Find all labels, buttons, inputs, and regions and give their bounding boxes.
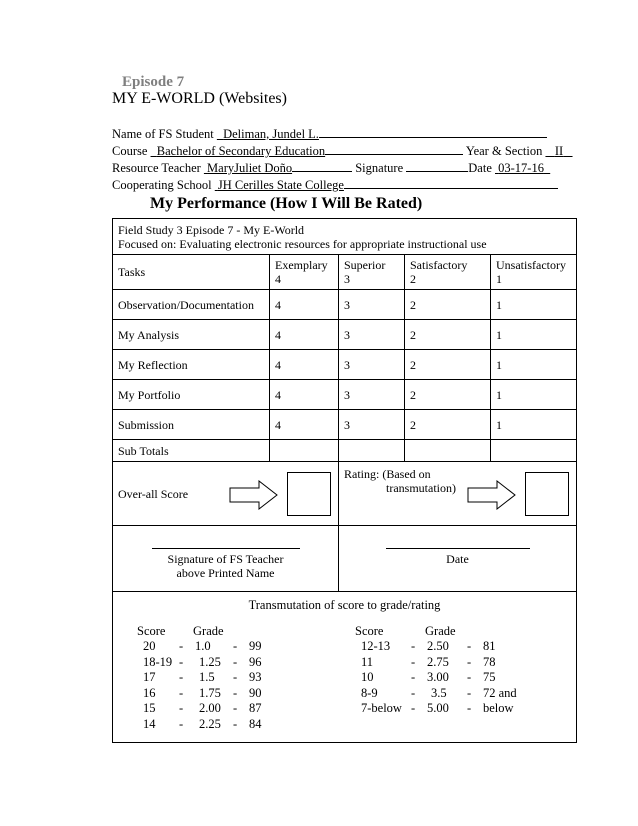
grade-header: Grade [193,624,224,638]
table-row [113,290,577,320]
score-cell: 2 [405,380,491,410]
teacher-signature-line [152,548,300,549]
score-cell: 1 [491,350,577,380]
overall-label: Over-all Score [118,486,189,501]
dash: - [467,685,472,700]
teacher-label: Resource Teacher [112,161,201,175]
score-cell: 3 [339,350,405,380]
rating-box [525,472,569,516]
dash: - [411,701,416,715]
trans-grade: 2.50 [427,639,449,653]
trans-score: 15 [143,701,156,715]
signature-label: Signature [355,161,404,175]
score-header: Score [137,624,166,638]
dash: - [233,716,238,731]
score-header: Score [355,624,384,638]
trans-score: 8-9 [361,685,378,700]
score-cell: 4 [270,350,339,380]
teacher-signature-label1: Signature of FS Teacher [167,551,284,566]
score-cell: 3 [339,380,405,410]
score-cell: 2 [405,320,491,350]
course-row [112,142,573,159]
score-cell: 3 [339,410,405,440]
level-points: 2 [410,272,416,286]
table-row [113,320,577,350]
score-cell: 2 [405,350,491,380]
date-value: 03-17-16 [498,161,544,175]
dash: - [467,701,472,715]
table-row [113,380,577,410]
student-value: Deliman, Jundel L. [223,127,319,141]
task-name: My Analysis [113,320,270,350]
arrow-right-icon [229,480,279,510]
overall-score-box [287,472,331,516]
yearsec-value: II [554,144,564,158]
score-cell: 4 [270,320,339,350]
teacher-value: MaryJuliet Doño [207,161,293,175]
score-cell: 4 [270,380,339,410]
transmutation-cell [113,592,577,743]
trans-rating: 72 and [483,685,517,700]
trans-grade: 5.00 [427,701,449,715]
level-name: Unsatisfactory [496,258,566,272]
level-points: 1 [496,272,502,286]
transmutation-row [113,592,577,743]
trans-rating: 78 [483,654,496,669]
subtotal-cell [405,440,491,462]
subtotal-cell [270,440,339,462]
rating-cell [339,462,577,526]
dash: - [179,670,184,684]
tasks-header: Tasks [113,255,270,290]
dash: - [411,670,416,684]
teacher-underline [292,159,352,172]
level-header [491,255,577,290]
dash: - [233,701,238,715]
teacher-signature-cell [113,526,339,592]
rubric-table [112,218,577,743]
dash: - [179,701,184,715]
trans-grade: 2.00 [199,701,221,715]
dash: - [467,639,472,653]
overall-cell [113,462,339,526]
course-value: Bachelor of Secondary Education [156,144,326,158]
score-cell: 2 [405,410,491,440]
trans-rating: 90 [249,685,262,700]
subtotal-cell [339,440,405,462]
trans-grade: 1.75 [199,685,221,700]
trans-rating: 93 [249,670,262,684]
trans-rating: 81 [483,639,496,653]
date-signature-label: Date [446,552,469,566]
signature-row [113,526,577,592]
rubric-header-row [113,255,577,290]
school-label: Cooperating School [112,178,212,192]
grade-header: Grade [425,624,456,638]
school-value: JH Cerilles State College [217,178,344,192]
dash: - [467,654,472,669]
dash: - [233,654,238,669]
date-signature-cell [339,526,577,592]
trans-score: 10 [361,670,374,684]
level-header [405,255,491,290]
score-cell: 1 [491,290,577,320]
table-row [113,410,577,440]
yearsec-label: Year & Section [465,144,543,158]
date-line [386,548,530,549]
dash: - [179,654,184,669]
student-label: Name of FS Student [112,127,214,141]
trans-rating: 96 [249,654,262,669]
trans-grade: 2.75 [427,654,449,669]
trans-grade: 3.5 [431,685,447,700]
trans-rating: below [483,701,514,715]
date-label: Date [468,161,492,175]
trans-score: 7-below [361,701,402,715]
level-name: Superior [344,258,386,272]
dash: - [233,685,238,700]
table-row [113,350,577,380]
school-row [112,176,558,193]
teacher-signature-label2: above Printed Name [176,565,275,580]
transmutation-columns [121,624,568,734]
rubric-heading-line1: Field Study 3 Episode 7 - My E-World [118,222,305,237]
trans-rating: 87 [249,701,262,715]
trans-grade: 2.25 [199,716,221,731]
page-title: MY E-WORLD (Websites) [112,90,287,107]
transmutation-title: Transmutation of score to grade/rating [248,598,441,612]
student-row [112,125,547,142]
task-name: Observation/Documentation [113,290,270,320]
dash: - [179,716,184,731]
school-underline [344,176,558,189]
level-points: 3 [344,272,350,286]
trans-grade: 1.25 [199,654,221,669]
trans-score: 18-19 [143,654,173,669]
trans-score: 12-13 [361,639,391,653]
score-cell: 1 [491,380,577,410]
trans-grade: 3.00 [427,670,449,684]
performance-title: My Performance (How I Will Be Rated) [150,195,423,212]
trans-score: 11 [361,654,374,669]
trans-rating: 99 [249,639,262,653]
trans-grade: 1.0 [195,639,211,653]
task-name: Submission [113,410,270,440]
dash: - [467,670,472,684]
student-underline [319,125,547,138]
level-header [339,255,405,290]
dash: - [233,670,238,684]
level-header [270,255,339,290]
dash: - [179,685,184,700]
episode-label: Episode 7 [122,74,185,90]
subtotals-row [113,440,577,462]
task-name: My Portfolio [113,380,270,410]
dash: - [411,685,416,700]
rating-label-line2: transmutation) [386,481,456,495]
rating-label-line1: Rating: (Based on [344,467,431,481]
rubric-heading-line2: Focused on: Evaluating electronic resources for appropriate instructional use [118,236,487,251]
level-name: Exemplary [275,258,328,272]
trans-rating: 84 [249,716,262,731]
course-label: Course [112,144,148,158]
subtotal-cell [491,440,577,462]
score-cell: 1 [491,320,577,350]
rubric-heading [113,219,577,255]
course-underline [325,142,463,155]
trans-score: 16 [143,685,156,700]
arrow-right-icon [467,480,517,510]
score-cell: 4 [270,410,339,440]
trans-score: 14 [143,716,156,731]
trans-rating: 75 [483,670,496,684]
rubric-heading-row [113,219,577,255]
dash: - [233,639,238,653]
score-cell: 3 [339,290,405,320]
dash: - [411,639,416,653]
dash: - [179,639,184,653]
subtotals-label: Sub Totals [113,440,270,462]
teacher-row [112,159,550,176]
task-name: My Reflection [113,350,270,380]
signature-field [406,159,468,172]
score-cell: 2 [405,290,491,320]
score-cell: 1 [491,410,577,440]
overall-row [113,462,577,526]
trans-score: 17 [143,670,156,684]
score-cell: 3 [339,320,405,350]
trans-score: 20 [143,639,156,653]
level-name: Satisfactory [410,258,468,272]
score-cell: 4 [270,290,339,320]
trans-grade: 1.5 [199,670,215,684]
dash: - [411,654,416,669]
level-points: 4 [275,272,281,286]
